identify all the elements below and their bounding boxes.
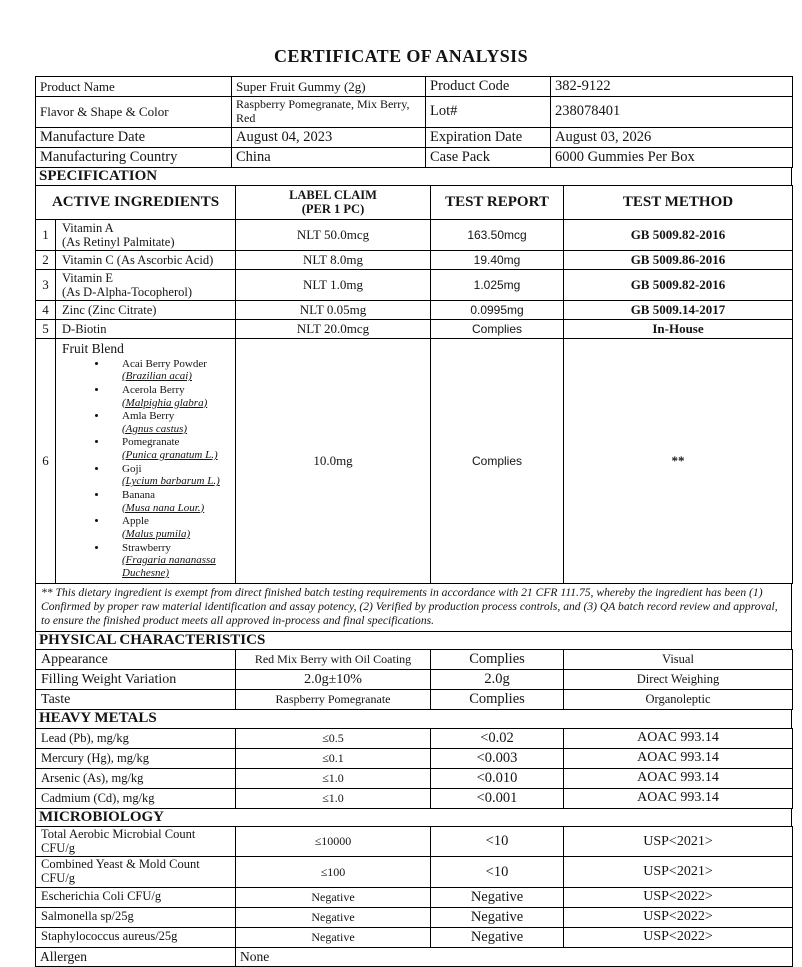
section-heading-physical: PHYSICAL CHARACTERISTICS (35, 631, 792, 650)
fruit-name: Acai Berry Powder (122, 357, 207, 370)
ingredient-main: Vitamin A (62, 220, 114, 235)
spec-row-vitamin-a (36, 219, 793, 250)
section-heading-heavy-metals: HEAVY METALS (35, 709, 792, 728)
micro-row-yeast-mold (36, 857, 793, 888)
fruit-latin-name: (Agnus castus) (122, 422, 188, 435)
info-row-country (36, 147, 793, 167)
physical-row-weight (36, 670, 793, 690)
method-value: USP<2022> (564, 907, 793, 927)
label-claim-value: 10.0mg (236, 338, 431, 583)
fruit-blend-item-apple (108, 515, 231, 540)
flavor-value: Raspberry Pomegranate, Mix Berry, Red (232, 97, 426, 128)
case-pack-value: 6000 Gummies Per Box (551, 147, 793, 167)
fruit-blend-item-amla (108, 410, 231, 435)
characteristic-name: Filling Weight Variation (36, 670, 236, 690)
test-method-value: GB 5009.86-2016 (564, 250, 793, 269)
spec-row-vitamin-c (36, 250, 793, 269)
method-value: USP<2022> (564, 887, 793, 907)
micro-row-ecoli (36, 887, 793, 907)
fruit-blend-item-banana (108, 489, 231, 514)
fruit-blend-item-goji (108, 463, 231, 488)
fruit-name: Banana (122, 489, 155, 502)
info-row-dates (36, 127, 793, 147)
test-method-value: In-House (564, 319, 793, 338)
claim-value: ≤1.0 (236, 768, 431, 788)
fruit-blend-item-strawberry (108, 542, 231, 580)
method-value: USP<2021> (564, 826, 793, 857)
product-name-value: Super Fruit Gummy (2g) (232, 77, 426, 97)
micro-row-salmonella (36, 907, 793, 927)
fruit-name: Strawberry (122, 541, 171, 554)
method-value: Direct Weighing (564, 670, 793, 690)
report-value: <0.001 (431, 788, 564, 808)
report-value: Negative (431, 907, 564, 927)
report-value: Complies (431, 690, 564, 710)
metal-name: Cadmium (Cd), mg/kg (36, 788, 236, 808)
micro-row-staph (36, 927, 793, 947)
heavy-metals-table (35, 728, 793, 809)
report-value: Complies (431, 650, 564, 670)
claim-value: Red Mix Berry with Oil Coating (236, 650, 431, 670)
method-value: AOAC 993.14 (564, 748, 793, 768)
claim-value: ≤10000 (236, 826, 431, 857)
col-header-test-report: TEST REPORT (431, 185, 564, 219)
flavor-label: Flavor & Shape & Color (36, 97, 232, 128)
metal-name: Lead (Pb), mg/kg (36, 728, 236, 748)
product-code-label: Product Code (426, 77, 551, 97)
test-method-value: GB 5009.14-2017 (564, 300, 793, 319)
test-name: Total Aerobic Microbial Count CFU/g (36, 826, 236, 857)
manufacturing-country-label: Manufacturing Country (36, 147, 232, 167)
fruit-name: Amla Berry (122, 410, 175, 423)
test-name: Combined Yeast & Mold Count CFU/g (36, 857, 236, 888)
physical-row-taste (36, 690, 793, 710)
fruit-blend-list (62, 358, 231, 580)
metal-name: Mercury (Hg), mg/kg (36, 748, 236, 768)
claim-value: 2.0g±10% (236, 670, 431, 690)
spec-row-fruit-blend (36, 338, 793, 583)
test-report-value: 1.025mg (431, 269, 564, 300)
allergen-label: Allergen (36, 947, 236, 966)
spec-row-vitamin-e (36, 269, 793, 300)
fruit-latin-name: (Musa nana Lour.) (122, 501, 205, 514)
fruit-name: Apple (122, 515, 149, 528)
metal-row-mercury (36, 748, 793, 768)
report-value: <0.02 (431, 728, 564, 748)
page-title: CERTIFICATE OF ANALYSIS (274, 46, 528, 66)
metal-row-cadmium (36, 788, 793, 808)
label-claim-value: NLT 50.0mcg (236, 219, 431, 250)
microbiology-table (35, 826, 793, 948)
fruit-name: Pomegranate (122, 436, 180, 449)
report-value: 2.0g (431, 670, 564, 690)
test-report-value: 163.50mcg (431, 219, 564, 250)
fruit-latin-name: (Fragaria nananassa Duchesne) (122, 554, 216, 579)
claim-value: ≤0.5 (236, 728, 431, 748)
info-row-flavor (36, 97, 793, 128)
row-number: 3 (36, 269, 56, 300)
ingredient-main: Vitamin C (As Ascorbic Acid) (62, 252, 214, 267)
characteristic-name: Taste (36, 690, 236, 710)
allergen-row (35, 947, 793, 967)
fruit-blend-cell (56, 338, 236, 583)
claim-value: Negative (236, 927, 431, 947)
test-report-value: 0.0995mg (431, 300, 564, 319)
test-method-value: GB 5009.82-2016 (564, 269, 793, 300)
method-value: AOAC 993.14 (564, 768, 793, 788)
row-number: 4 (36, 300, 56, 319)
fruit-latin-name: (Malus pumila) (122, 527, 191, 540)
col-header-label-claim (236, 185, 431, 219)
col-header-active-ingredients: ACTIVE INGREDIENTS (36, 185, 236, 219)
fruit-blend-item-acai (108, 358, 231, 383)
test-name: Staphylococcus aureus/25g (36, 927, 236, 947)
test-name: Escherichia Coli CFU/g (36, 887, 236, 907)
label-claim-line2: (PER 1 PC) (301, 202, 365, 217)
expiration-date-label: Expiration Date (426, 127, 551, 147)
report-value: Negative (431, 887, 564, 907)
fruit-blend-title: Fruit Blend (62, 340, 124, 356)
active-ingredients-table (35, 185, 793, 584)
ingredient-name (56, 219, 236, 250)
row-number: 5 (36, 319, 56, 338)
method-value: USP<2022> (564, 927, 793, 947)
fruit-latin-name: (Lycium barbarum L.) (122, 475, 220, 488)
manufacture-date-label: Manufacture Date (36, 127, 232, 147)
fruit-latin-name: (Malpighia glabra) (122, 396, 208, 409)
report-value: Negative (431, 927, 564, 947)
product-code-value: 382-9122 (551, 77, 793, 97)
method-value: Visual (564, 650, 793, 670)
product-name-label: Product Name (36, 77, 232, 97)
report-value: <10 (431, 826, 564, 857)
row-number: 1 (36, 219, 56, 250)
allergen-value: None (236, 947, 793, 966)
ingredient-main: D-Biotin (62, 321, 107, 336)
test-name: Salmonella sp/25g (36, 907, 236, 927)
lot-value: 238078401 (551, 97, 793, 128)
method-value: Organoleptic (564, 690, 793, 710)
col-header-test-method: TEST METHOD (564, 185, 793, 219)
spec-row-zinc (36, 300, 793, 319)
test-report-value: Complies (431, 338, 564, 583)
product-info-table (35, 76, 793, 168)
ingredient-sub: (As Retinyl Palmitate) (62, 234, 175, 249)
row-number: 6 (36, 338, 56, 583)
report-value: <0.003 (431, 748, 564, 768)
fruit-latin-name: (Brazilian acai) (122, 370, 192, 383)
exemption-footnote: ** This dietary ingredient is exempt from direct finished batch testing requirements in accordance with 21 CFR 111.75, whereby the ingredient has been (1) Confirmed by proper raw material identification and assay potency, (2) Verified by production process controls, and (3) QA batch record review and approval, to ensure the finished product meets all approved in-process and final specifications. (35, 583, 792, 632)
claim-value: Negative (236, 907, 431, 927)
metal-name: Arsenic (As), mg/kg (36, 768, 236, 788)
label-claim-value: NLT 0.05mg (236, 300, 431, 319)
claim-value: ≤100 (236, 857, 431, 888)
certificate-document (35, 76, 792, 967)
spec-header-row (36, 185, 793, 219)
ingredient-name (56, 250, 236, 269)
section-heading-specification: SPECIFICATION (35, 167, 792, 186)
label-claim-line1: LABEL CLAIM (289, 187, 377, 202)
method-value: AOAC 993.14 (564, 728, 793, 748)
row-number: 2 (36, 250, 56, 269)
ingredient-name (56, 269, 236, 300)
label-claim-value: NLT 1.0mg (236, 269, 431, 300)
method-value: AOAC 993.14 (564, 788, 793, 808)
test-report-value: Complies (431, 319, 564, 338)
ingredient-sub: (As D-Alpha-Tocopherol) (62, 284, 192, 299)
test-method-value: GB 5009.82-2016 (564, 219, 793, 250)
fruit-name: Goji (122, 462, 142, 475)
label-claim-value: NLT 20.0mcg (236, 319, 431, 338)
ingredient-main: Vitamin E (62, 270, 113, 285)
test-method-value: ** (564, 338, 793, 583)
physical-characteristics-table (35, 649, 793, 710)
metal-row-arsenic (36, 768, 793, 788)
label-claim-value: NLT 8.0mg (236, 250, 431, 269)
ingredient-main: Zinc (Zinc Citrate) (62, 302, 157, 317)
expiration-date-value: August 03, 2026 (551, 127, 793, 147)
claim-value: ≤0.1 (236, 748, 431, 768)
claim-value: ≤1.0 (236, 788, 431, 808)
claim-value: Negative (236, 887, 431, 907)
lot-label: Lot# (426, 97, 551, 128)
method-value: USP<2021> (564, 857, 793, 888)
fruit-name: Acerola Berry (122, 383, 185, 396)
report-value: <10 (431, 857, 564, 888)
fruit-latin-name: (Punica granatum L.) (122, 449, 218, 462)
claim-value: Raspberry Pomegranate (236, 690, 431, 710)
ingredient-name (56, 319, 236, 338)
manufacture-date-value: August 04, 2023 (232, 127, 426, 147)
ingredient-name (56, 300, 236, 319)
case-pack-label: Case Pack (426, 147, 551, 167)
info-row-product (36, 77, 793, 97)
metal-row-lead (36, 728, 793, 748)
report-value: <0.010 (431, 768, 564, 788)
test-report-value: 19.40mg (431, 250, 564, 269)
physical-row-appearance (36, 650, 793, 670)
manufacturing-country-value: China (232, 147, 426, 167)
section-heading-microbiology: MICROBIOLOGY (35, 808, 792, 827)
micro-row-aerobic (36, 826, 793, 857)
fruit-blend-item-acerola (108, 384, 231, 409)
spec-row-biotin (36, 319, 793, 338)
fruit-blend-item-pomegranate (108, 436, 231, 461)
characteristic-name: Appearance (36, 650, 236, 670)
